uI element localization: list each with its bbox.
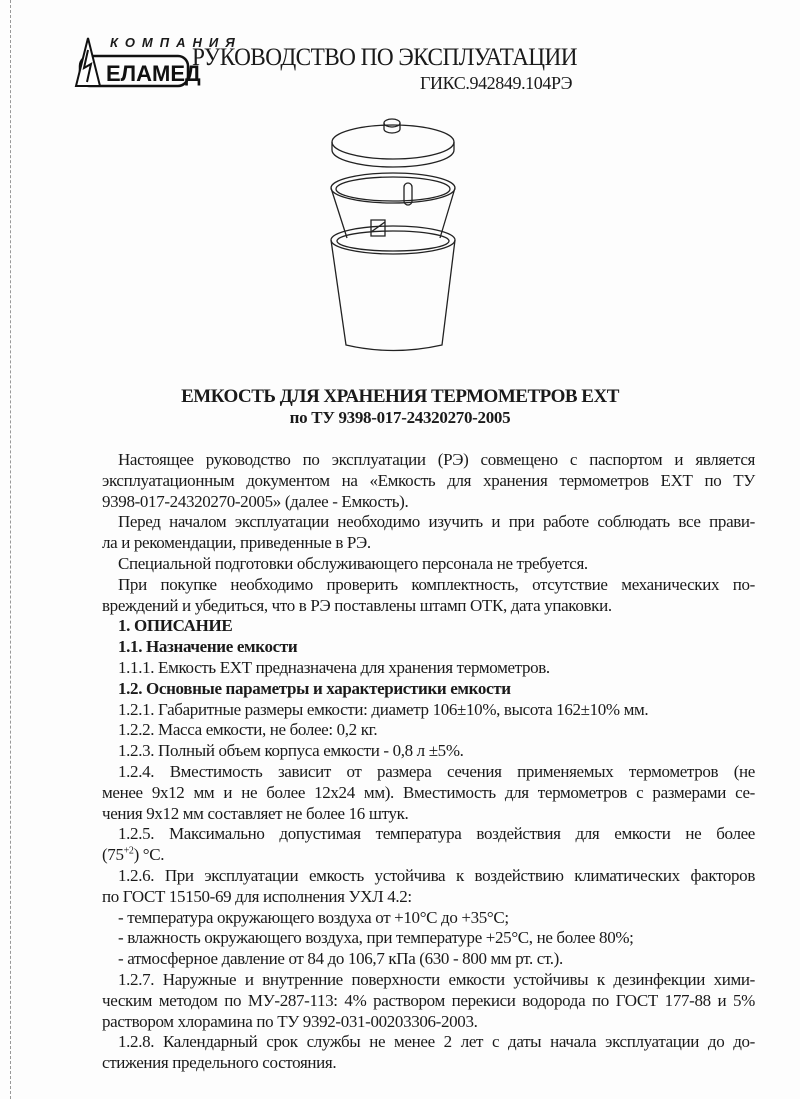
document-body: [102, 450, 755, 1074]
text-line: [102, 845, 755, 866]
svg-text:ЕЛАМЕД: ЕЛАМЕД: [106, 61, 201, 86]
document-title: ЕМКОСТЬ ДЛЯ ХРАНЕНИЯ ТЕРМОМЕТРОВ ЕХТ: [181, 386, 619, 407]
header-title: РУКОВОДСТВО ПО ЭКСПЛУАТАЦИИ: [192, 44, 578, 71]
document-subtitle: по ТУ 9398-017-24320270-2005: [289, 408, 511, 427]
text-line: 1.2.4. Вместимость зависит от размера сечения применяемых термометров (не: [118, 761, 755, 781]
company-label: КОМПАНИЯ: [110, 35, 242, 50]
text-line: 1.2.3. Полный объем корпуса емкости - 0,8 л ±5%.: [118, 741, 464, 761]
subsection-heading: 1.1. Назначение емкости: [118, 637, 298, 657]
text-line: 1.2.8. Календарный срок службы не менее 2 лет с даты начала эксплуатации до до-: [118, 1032, 755, 1052]
text-line: 9398-017-24320270-2005» (далее - Емкость).: [102, 491, 409, 511]
text-line: 1.1.1. Емкость ЕХТ предназначена для хранения термометров.: [118, 657, 550, 677]
section-heading: 1. ОПИСАНИЕ: [118, 616, 233, 636]
text-line: вреждений и убедиться, что в РЭ поставлены штамп ОТК, дата упаковки.: [102, 595, 612, 615]
temp-unit: ) °С.: [133, 845, 165, 865]
temp-value: (75: [102, 845, 124, 865]
list-item: - температура окружающего воздуха от +10°С до +35°С;: [118, 907, 509, 927]
list-item: - атмосферное давление от 84 до 106,7 кПа (630 - 800 мм рт. ст.).: [118, 949, 563, 969]
text-line: 1.2.6. При эксплуатации емкость устойчива к воздействию климатических факторов: [118, 865, 755, 885]
text-line: ческим методом по МУ-287-113: 4% раствором перекиси водорода по ГОСТ 177-88 и 5%: [102, 990, 755, 1010]
text-line: Перед началом эксплуатации необходимо изучить и при работе соблюдать все прави-: [118, 512, 755, 532]
text-line: по ГОСТ 15150-69 для исполнения УХЛ 4.2:: [102, 886, 412, 906]
text-line: Настоящее руководство по эксплуатации (РЭ) совмещено с паспортом и является: [118, 450, 755, 469]
text-line: чения 9х12 мм составляет не более 16 штук.: [102, 803, 409, 823]
text-line: ла и рекомендации, приведенные в РЭ.: [102, 533, 371, 553]
list-item: - влажность окружающего воздуха, при температуре +25°С, не более 80%;: [118, 928, 634, 948]
document-code: ГИКС.942849.104РЭ: [420, 73, 573, 93]
subsection-heading: 1.2. Основные параметры и характеристики емкости: [118, 678, 511, 698]
text-line: стижения предельного состояния.: [102, 1053, 337, 1073]
scan-edge: [10, 0, 11, 1099]
text-line: 1.2.5. Максимально допустимая температура воздействия для емкости не более: [118, 824, 755, 844]
text-line: раствором хлорамина по ТУ 9392-031-00203306-2003.: [102, 1011, 478, 1031]
text-line: 1.2.2. Масса емкости, не более: 0,2 кг.: [118, 720, 378, 740]
text-line: менее 9х12 мм и не более 12х24 мм). Вместимость для термометров с размерами се-: [102, 782, 755, 802]
text-line: 1.2.7. Наружные и внутренние поверхности емкости устойчивы к дезинфекции хими-: [118, 969, 755, 989]
text-line: 1.2.1. Габаритные размеры емкости: диаметр 106±10%, высота 162±10% мм.: [118, 699, 649, 719]
text-line: Специальной подготовки обслуживающего персонала не требуется.: [118, 553, 588, 573]
text-line: эксплуатационным документом на «Емкость для хранения термометров ЕХТ по ТУ: [102, 470, 755, 490]
temp-tolerance: +2: [123, 845, 134, 857]
text-line: При покупке необходимо проверить комплектность, отсутствие механических по-: [118, 574, 755, 594]
thermometer-container-illustration: [300, 110, 480, 360]
